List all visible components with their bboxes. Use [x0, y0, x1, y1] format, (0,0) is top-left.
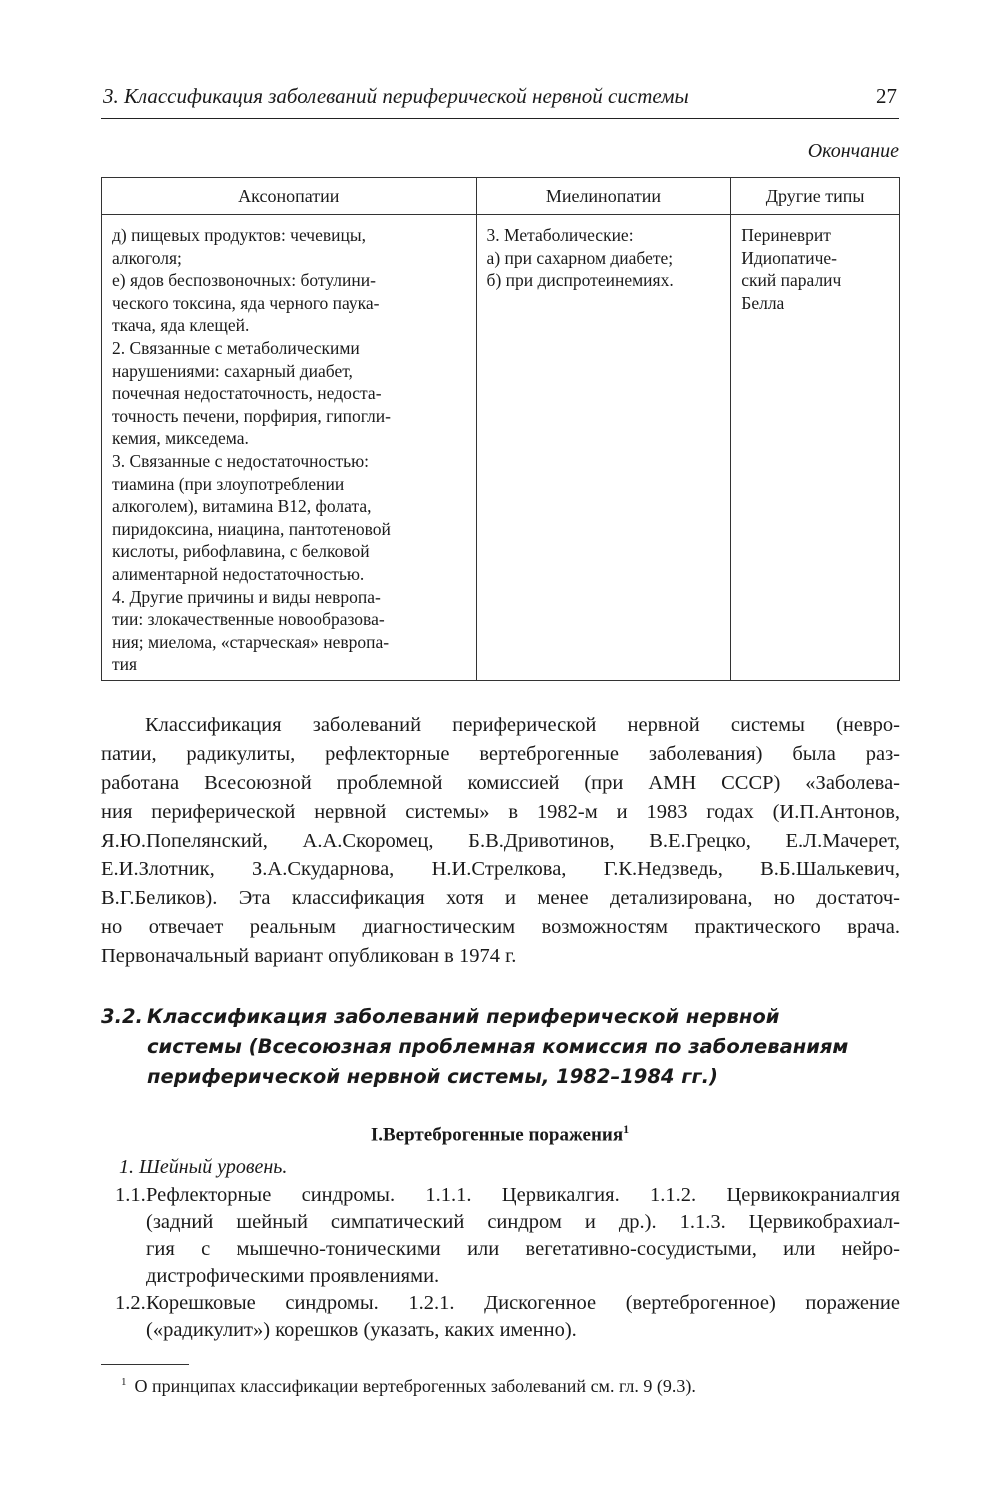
section-number: 3.2. — [101, 1005, 143, 1028]
item-line: («радикулит») корешков (указать, каких именно). — [146, 1319, 577, 1341]
paragraph-line: ния периферической нервной системы» в 1982-м и 1983 годах (И.П.Антонов, — [101, 800, 900, 823]
item-list — [101, 1182, 900, 1344]
cell-line: почечная недостаточность, недоста- — [112, 383, 382, 404]
section-title-line: системы (Всесоюзная проблемная комиссия по заболеваниям — [147, 1035, 849, 1058]
running-header-title: 3. Классификация заболеваний периферической нервной системы — [103, 84, 689, 108]
cell-line: нарушениями: сахарный диабет, — [112, 360, 353, 381]
level-label: 1. Шейный уровень. — [119, 1156, 288, 1178]
table-row — [102, 215, 900, 681]
list-item — [101, 1290, 900, 1344]
cell-axonopathies — [102, 215, 477, 681]
subheading-text: I.Вертеброгенные поражения — [370, 1124, 624, 1146]
paragraph-line: Е.И.Злотник, З.А.Скударнова, Н.И.Стрелкова, Г.К.Недзведь, В.Б.Шалькевич, — [101, 858, 900, 881]
list-item — [101, 1182, 900, 1290]
section-heading — [101, 1002, 861, 1092]
cell-line: тия — [112, 654, 138, 675]
classification-table — [101, 177, 900, 681]
cell-line: алкоголем), витамина В12, фолата, — [112, 496, 372, 517]
cell-myelinopathies — [476, 215, 731, 681]
cell-line: 3. Связанные с недостаточностью: — [112, 450, 370, 471]
cell-line: ческого токсина, яда черного паука- — [112, 292, 380, 313]
cell-line: е) ядов беспозвоночных: ботулини- — [112, 270, 376, 291]
paragraph-line: работана Всесоюзной проблемной комиссией (при АМН СССР) «Заболева- — [101, 771, 900, 794]
cell-line: кислоты, рибофлавина, с белковой — [112, 541, 370, 562]
running-header — [101, 84, 899, 119]
footnote-reference[interactable]: 1 — [623, 1122, 630, 1136]
cell-line: алкоголя; — [112, 247, 182, 268]
cell-line: 3. Метаболические: — [486, 225, 634, 245]
footnote-text: О принципах классификации вертеброгенных заболеваний см. гл. 9 (9.3). — [134, 1376, 696, 1396]
cell-line: ния; миелома, «старческая» невропа- — [112, 631, 390, 652]
section-title-line: периферической нервной системы, 1982–1984 гг.) — [147, 1065, 718, 1088]
paragraph-line: Я.Ю.Попелянский, А.А.Скоромец, Б.В.Дривотинов, В.Е.Грецко, Е.Л.Мачерет, — [101, 829, 900, 852]
paragraph-line: патии, радикулиты, рефлекторные вертеброгенные заболевания) была раз- — [101, 742, 900, 765]
cell-line: д) пищевых продуктов: чечевицы, — [112, 225, 367, 245]
cell-other-types — [731, 215, 900, 681]
paragraph-line: В.Г.Беликов). Эта классификация хотя и менее детализирована, но достаточ- — [101, 887, 900, 910]
column-header-myelinopathies: Миелинопатии — [476, 178, 731, 215]
cell-line: ский паралич — [741, 270, 842, 291]
cell-line: Белла — [741, 292, 785, 313]
cell-line: Периневрит — [741, 225, 831, 245]
section-title-line: Классификация заболеваний периферической нервной — [147, 1005, 780, 1028]
cell-line: тиамина (при злоупотреблении — [112, 473, 345, 494]
item-number: 1.2. — [115, 1292, 146, 1314]
body-paragraph — [101, 711, 900, 971]
paragraph-line: но отвечает реальным диагностическим возможностям практического врача. — [101, 916, 900, 939]
paragraph-line: Классификация заболеваний периферической нервной системы (невро- — [145, 714, 900, 736]
section-heading-line — [101, 1002, 861, 1032]
table-caption: Окончание — [807, 140, 899, 162]
cell-line: тии: злокачественные новообразова- — [112, 609, 385, 630]
item-line: дистрофическими проявлениями. — [146, 1265, 440, 1287]
item-number: 1.1. — [115, 1184, 146, 1206]
column-header-other-types: Другие типы — [731, 178, 900, 215]
column-header-axonopathies: Аксонопатии — [102, 178, 477, 215]
footnote-mark: 1 — [121, 1376, 127, 1388]
item-line: Рефлекторные синдромы. 1.1.1. Цервикалгия. 1.1.2. Цервикокраниалгия — [146, 1184, 900, 1206]
cell-line: точность печени, порфирия, гипогли- — [112, 405, 391, 426]
cell-line: а) при сахарном диабете; — [486, 247, 674, 268]
paragraph-line: Первоначальный вариант опубликован в 1974 г. — [101, 945, 517, 968]
cell-line: пиридоксина, ниацина, пантотеновой — [112, 518, 391, 539]
item-line: гия с мышечно-тоническими или вегетативно-сосудистыми, или нейро- — [146, 1238, 900, 1260]
table-header-row — [102, 178, 900, 215]
cell-line: кемия, микседема. — [112, 428, 249, 449]
cell-line: Идиопатиче- — [741, 247, 838, 268]
item-line: (задний шейный симпатический синдром и др.). 1.1.3. Цервикобрахиал- — [146, 1211, 900, 1233]
cell-line: 2. Связанные с метаболическими — [112, 337, 360, 358]
cell-line: б) при диспротеинемиях. — [486, 270, 674, 291]
page-number: 27 — [876, 84, 897, 108]
footnote — [121, 1376, 696, 1397]
cell-line: алиментарной недостаточностью. — [112, 563, 365, 584]
footnote-divider — [101, 1364, 189, 1365]
cell-line: ткача, яда клещей. — [112, 315, 250, 336]
item-line: Корешковые синдромы. 1.2.1. Дискогенное (вертеброгенное) поражение — [146, 1292, 900, 1314]
cell-line: 4. Другие причины и виды невропа- — [112, 586, 381, 607]
subheading — [0, 1122, 1000, 1146]
